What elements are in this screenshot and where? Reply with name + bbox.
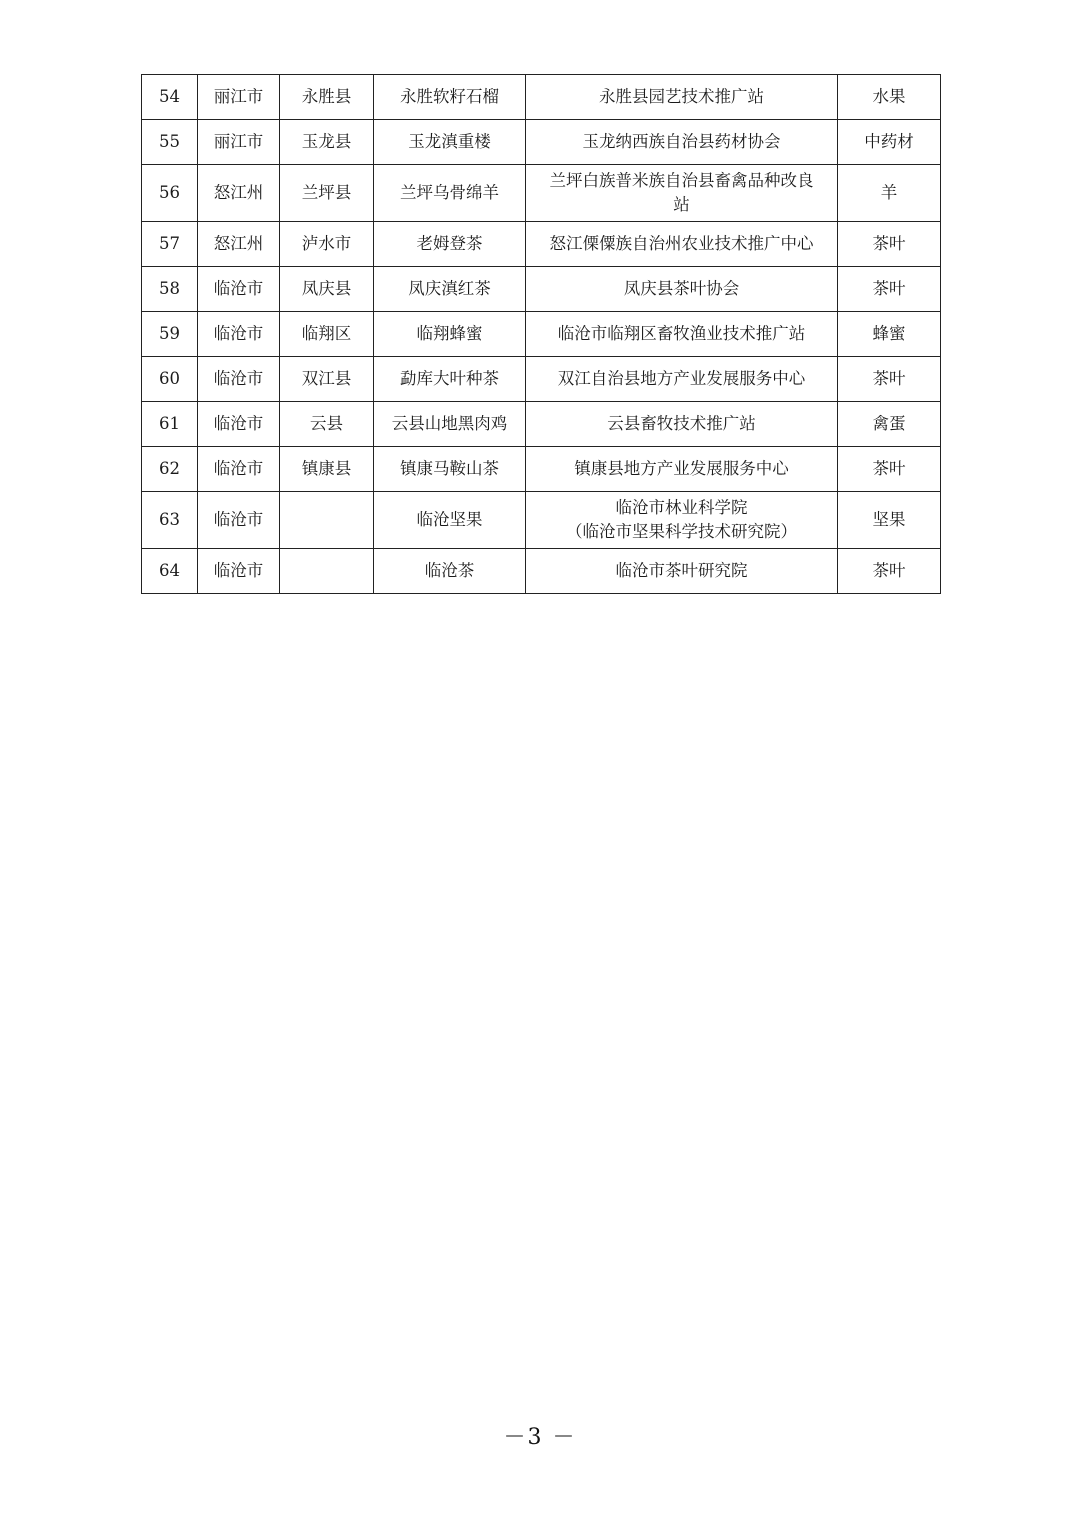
unit-line: 站: [673, 195, 690, 214]
category-cell: 坚果: [838, 492, 941, 549]
table-body: [142, 75, 941, 594]
category-cell: 茶叶: [838, 357, 941, 402]
county-cell: [280, 492, 374, 549]
row-number: 57: [142, 222, 198, 267]
category-cell: 蜂蜜: [838, 312, 941, 357]
row-number: 58: [142, 267, 198, 312]
table-row: [142, 222, 941, 267]
product-name-cell: 临翔蜂蜜: [374, 312, 526, 357]
unit-line: 凤庆县茶叶协会: [623, 279, 740, 298]
product-name-cell: 云县山地黑肉鸡: [374, 402, 526, 447]
product-name-cell: 永胜软籽石榴: [374, 75, 526, 120]
county-cell: 玉龙县: [280, 120, 374, 165]
table-row: [142, 492, 941, 549]
table-row: [142, 165, 941, 222]
category-cell: 中药材: [838, 120, 941, 165]
category-cell: 茶叶: [838, 549, 941, 594]
table-row: [142, 447, 941, 492]
product-name-cell: 勐库大叶种茶: [374, 357, 526, 402]
unit-line: 临沧市林业科学院: [615, 498, 748, 517]
responsible-unit-cell: [526, 357, 838, 402]
city-cell: 临沧市: [198, 357, 280, 402]
category-cell: 茶叶: [838, 447, 941, 492]
unit-line: 永胜县园艺技术推广站: [599, 87, 764, 106]
county-cell: 镇康县: [280, 447, 374, 492]
table-row: [142, 549, 941, 594]
city-cell: 丽江市: [198, 75, 280, 120]
product-name-cell: 老姆登茶: [374, 222, 526, 267]
county-cell: 泸水市: [280, 222, 374, 267]
county-cell: 临翔区: [280, 312, 374, 357]
category-cell: 羊: [838, 165, 941, 222]
county-cell: [280, 549, 374, 594]
table-row: [142, 267, 941, 312]
category-cell: 茶叶: [838, 222, 941, 267]
responsible-unit-cell: [526, 222, 838, 267]
unit-line: 临沧市临翔区畜牧渔业技术推广站: [557, 324, 806, 343]
row-number: 56: [142, 165, 198, 222]
responsible-unit-cell: [526, 549, 838, 594]
city-cell: 临沧市: [198, 549, 280, 594]
county-cell: 永胜县: [280, 75, 374, 120]
city-cell: 临沧市: [198, 267, 280, 312]
unit-line: 兰坪白族普米族自治县畜禽品种改良: [549, 171, 814, 190]
table-row: [142, 402, 941, 447]
responsible-unit-cell: [526, 75, 838, 120]
table-row: [142, 75, 941, 120]
responsible-unit-cell: [526, 402, 838, 447]
responsible-unit-cell: [526, 120, 838, 165]
table-row: [142, 357, 941, 402]
row-number: 55: [142, 120, 198, 165]
category-cell: 禽蛋: [838, 402, 941, 447]
category-cell: 茶叶: [838, 267, 941, 312]
product-name-cell: 玉龙滇重楼: [374, 120, 526, 165]
product-name-cell: 临沧坚果: [374, 492, 526, 549]
product-name-cell: 兰坪乌骨绵羊: [374, 165, 526, 222]
responsible-unit-cell: [526, 312, 838, 357]
city-cell: 临沧市: [198, 402, 280, 447]
city-cell: 临沧市: [198, 312, 280, 357]
row-number: 62: [142, 447, 198, 492]
unit-line: 临沧市茶叶研究院: [615, 561, 748, 580]
city-cell: 怒江州: [198, 222, 280, 267]
row-number: 59: [142, 312, 198, 357]
product-name-cell: 凤庆滇红茶: [374, 267, 526, 312]
row-number: 60: [142, 357, 198, 402]
city-cell: 丽江市: [198, 120, 280, 165]
county-cell: 凤庆县: [280, 267, 374, 312]
city-cell: 临沧市: [198, 447, 280, 492]
unit-line: 玉龙纳西族自治县药材协会: [582, 132, 781, 151]
category-cell: 水果: [838, 75, 941, 120]
product-name-cell: 临沧茶: [374, 549, 526, 594]
product-name-cell: 镇康马鞍山茶: [374, 447, 526, 492]
city-cell: 怒江州: [198, 165, 280, 222]
city-cell: 临沧市: [198, 492, 280, 549]
unit-line: 怒江傈僳族自治州农业技术推广中心: [549, 234, 814, 253]
unit-line: 云县畜牧技术推广站: [607, 414, 756, 433]
unit-line: 镇康县地方产业发展服务中心: [574, 459, 789, 478]
responsible-unit-cell: [526, 165, 838, 222]
county-cell: 云县: [280, 402, 374, 447]
page-number: －3 －: [503, 1425, 577, 1450]
table-row: [142, 120, 941, 165]
row-number: 63: [142, 492, 198, 549]
county-cell: 兰坪县: [280, 165, 374, 222]
row-number: 54: [142, 75, 198, 120]
product-table: [141, 74, 941, 594]
county-cell: 双江县: [280, 357, 374, 402]
responsible-unit-cell: [526, 492, 838, 549]
row-number: 61: [142, 402, 198, 447]
row-number: 64: [142, 549, 198, 594]
table-row: [142, 312, 941, 357]
responsible-unit-cell: [526, 447, 838, 492]
responsible-unit-cell: [526, 267, 838, 312]
unit-line: 双江自治县地方产业发展服务中心: [557, 369, 806, 388]
data-table-container: [141, 74, 940, 594]
unit-line: （临沧市坚果科学技术研究院）: [566, 522, 797, 541]
